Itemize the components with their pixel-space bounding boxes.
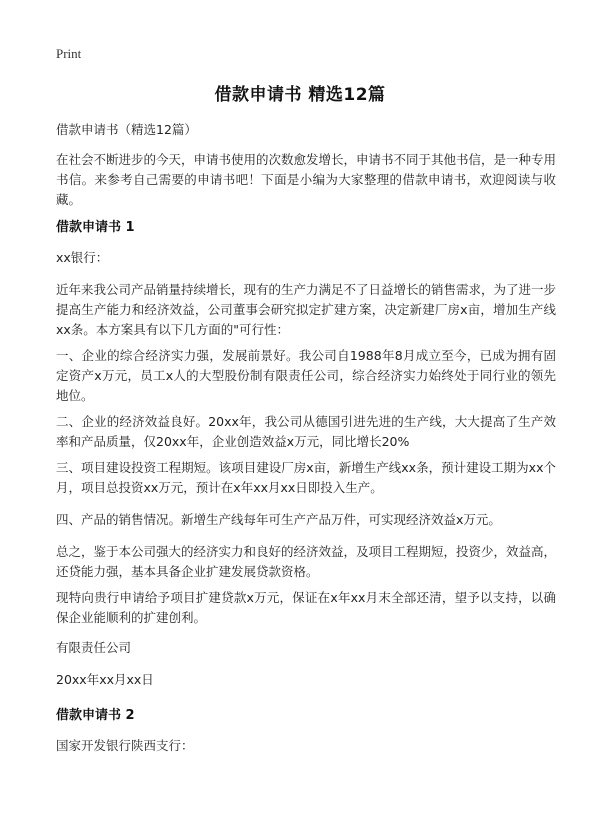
paragraph-1-3: 二、企业的经济效益良好。20xx年，我公司从德国引进先进的生产线，大大提高了生产效率和产品质量，仅20xx年，企业创造效益x万元，同比增长20% (56, 414, 556, 449)
document-title: 借款申请书 精选12篇 (214, 85, 386, 105)
paragraph-1-5: 四、产品的销售情况。新增生产线每年可生产产品万件，可实现经济效益x万元。 (56, 512, 501, 527)
signature-1: 有限责任公司 (56, 640, 132, 655)
paragraph-1-1: 近年来我公司产品销量持续增长，现有的生产力满足不了日益增长的销售需求，为了进一步提高生产能力和经济效益，公司董事会研究拟定扩建方案，决定新建厂房x亩，增加生产线xx条。本方案具有以下几方面的"可行性： (56, 282, 557, 337)
print-label[interactable]: Print (56, 46, 82, 61)
paragraph-1-6: 总之，鉴于本公司强大的经济实力和良好的经济效益，及项目工程期短，投资少，效益高，还贷能力强，基本具备企业扩建发展贷款资格。 (56, 544, 557, 579)
date-1: 20xx年xx月xx日 (56, 672, 154, 687)
section-heading-1: 借款申请书 1 (56, 220, 135, 235)
salutation-1: xx银行： (56, 250, 109, 265)
salutation-2: 国家开发银行陕西支行： (56, 738, 194, 753)
paragraph-1-2: 一、企业的综合经济实力强，发展前景好。我公司自1988年8月成立至今，已成为拥有固定资产x万元，员工x人的大型股份制有限责任公司，综合经济实力始终处于同行业的领先地位。 (56, 348, 556, 403)
section-heading-2: 借款申请书 2 (56, 708, 135, 723)
intro-paragraph: 在社会不断进步的今天，申请书使用的次数愈发增长，申请书不同于其他书信，是一种专用书信。来参考自己需要的申请书吧！下面是小编为大家整理的借款申请书，欢迎阅读与收藏。 (56, 152, 557, 207)
paragraph-1-7: 现特向贵行申请给予项目扩建贷款x万元，保证在x年xx月末全部还清，望予以支持，以确保企业能顺利的扩建创利。 (56, 590, 556, 625)
document-subtitle: 借款申请书（精选12篇） (56, 122, 197, 137)
paragraph-1-4: 三、项目建设投资工程期短。该项目建设厂房x亩，新增生产线xx条，预计建设工期为xx个月，项目总投资xx万元，预计在x年xx月xx日即投入生产。 (56, 460, 556, 495)
